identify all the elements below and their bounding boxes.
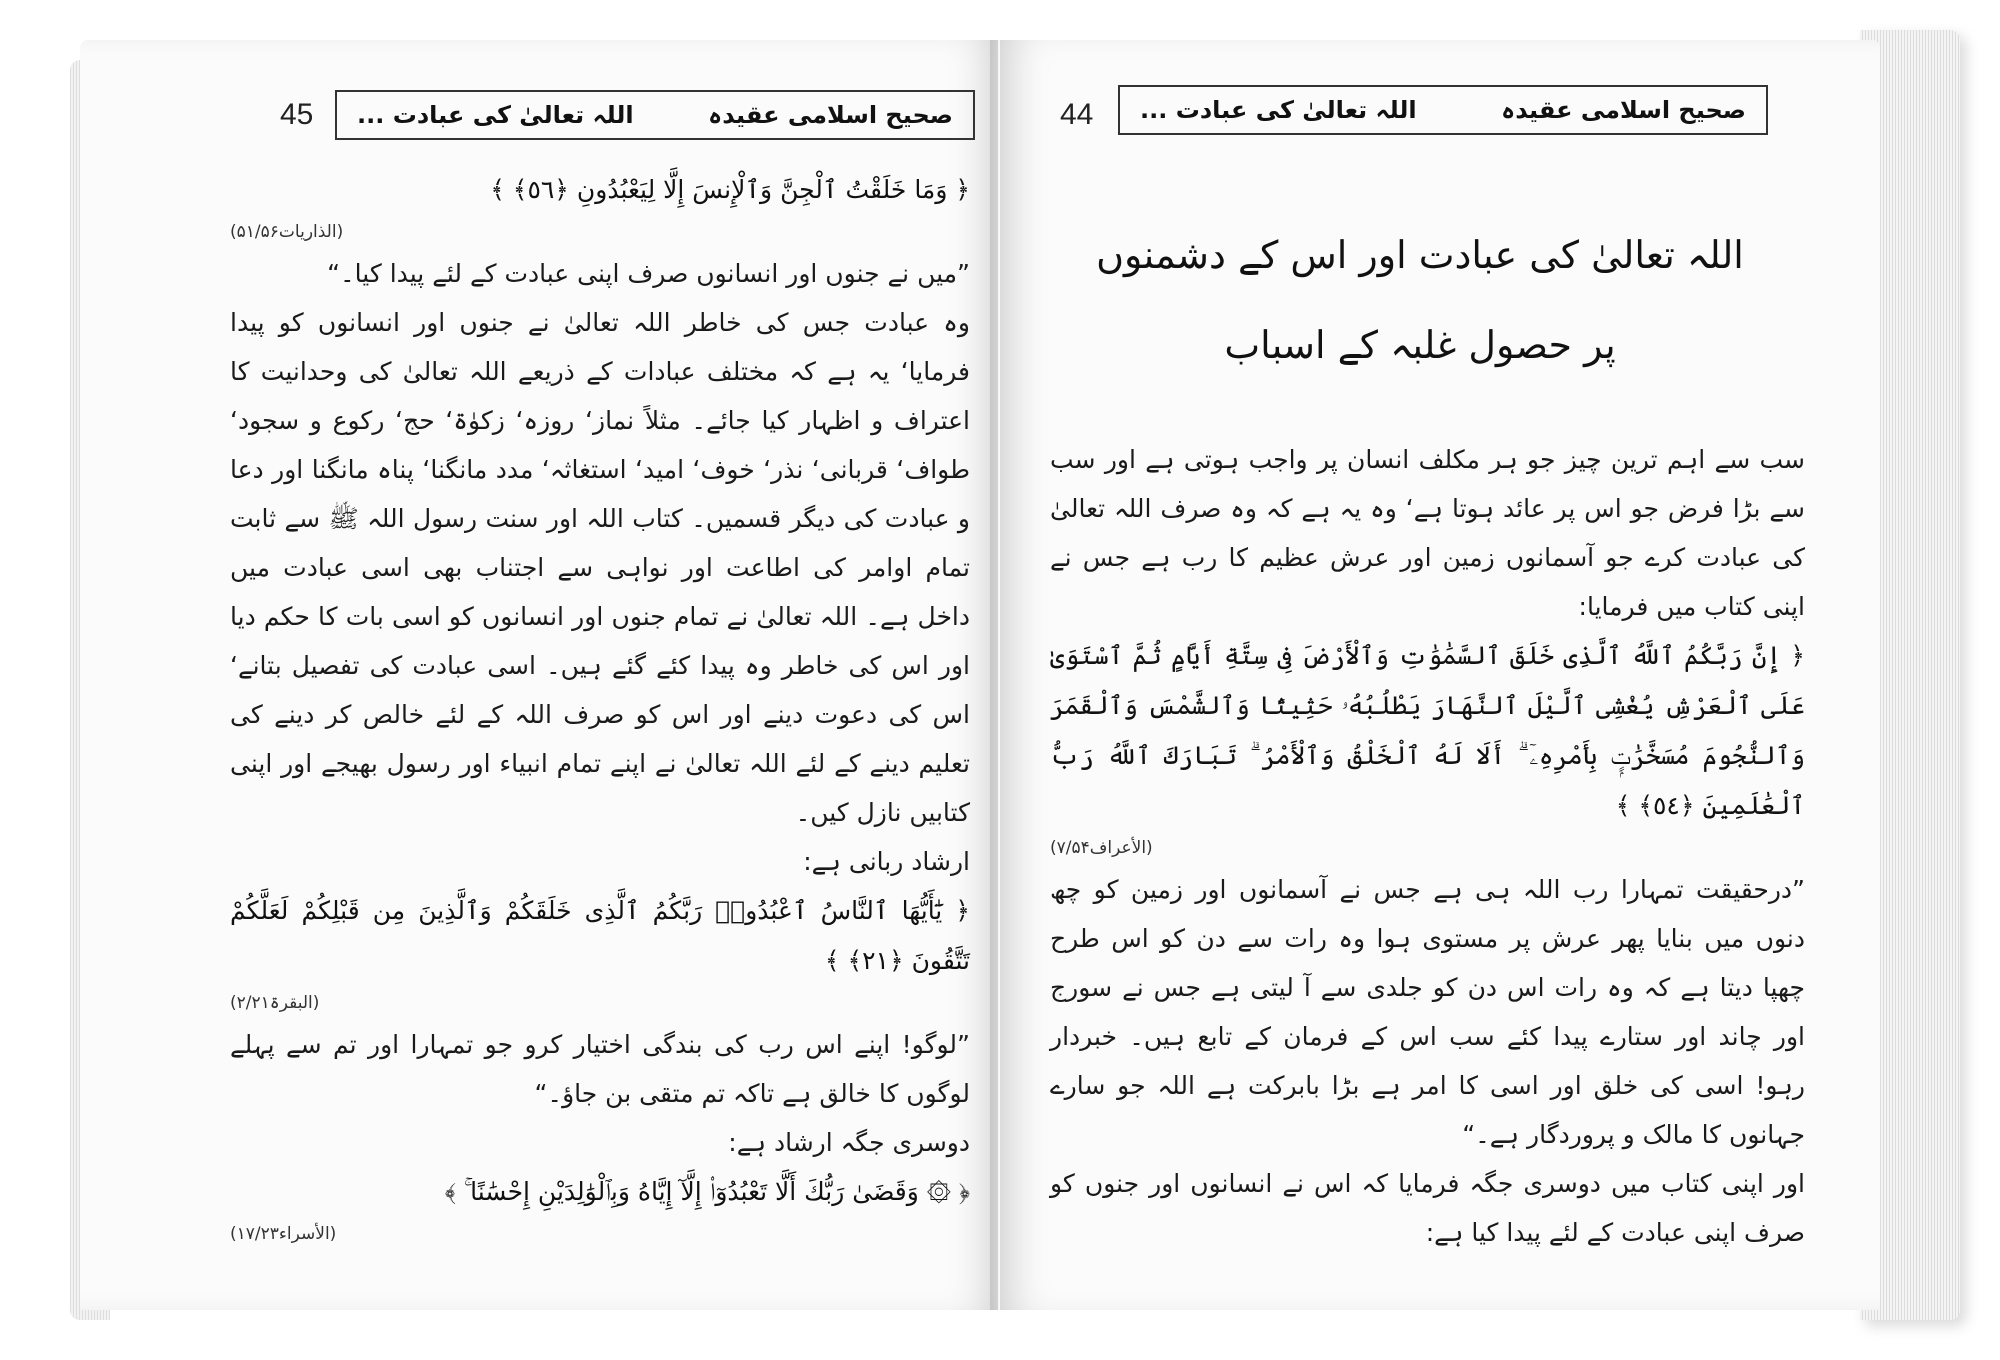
chapter-title-line2: پر حصول غلبہ کے اسباب — [1224, 323, 1616, 367]
body-paragraph: دوسری جگہ ارشاد ہے: — [728, 1128, 970, 1157]
verse-reference: (الذاریات۵۱/۵۶) — [230, 222, 344, 242]
page-number: 44 — [1060, 98, 1094, 131]
verse-reference: (البقرۃ۲/۲۱) — [230, 993, 320, 1013]
translation-paragraph: ”درحقیقت تمہارا رب اللہ ہی ہے جس نے آسمانوں اور زمین کو چھ دنوں میں بنایا پھر عرش پر مستوی ہوا وہ رات سے دن کو اس طرح چھپا دیتا ہے کہ وہ رات اس دن کو جلدی سے آ لیتی ہے جس نے سورج اور چاند اور ستارے پیدا کئے سب اس کے فرمان کے تابع ہیں۔ خبردار رہو! اسی کی خلق اور اسی کا امر ہے بڑا بابرکت ہے اللہ جو سارے جہانوں کا مالک و پروردگار ہے۔“ — [1050, 875, 1805, 1149]
verse-reference: (الأسراء۱۷/۲۳) — [230, 1224, 337, 1244]
left-page-body — [230, 165, 970, 1251]
translation-paragraph: ”میں نے جنوں اور انسانوں صرف اپنی عبادت کے لئے پیدا کیا۔“ — [327, 259, 970, 288]
quran-verse: ﴿ يَٰٓأَيُّهَا ٱلنَّاسُ ٱعْبُدُوا۟ رَبَّكُمُ ٱلَّذِى خَلَقَكُمْ وَٱلَّذِينَ مِن قَبْلِكُمْ لَعَلَّكُمْ تَتَّقُونَ ﴿٢١﴾ ﴾ — [230, 896, 970, 975]
quran-verse: ﴿ وَمَا خَلَقْتُ ٱلْجِنَّ وَٱلْإِنسَ إِلَّا لِيَعْبُدُونِ ﴿٥٦﴾ ﴾ — [490, 175, 970, 204]
right-page-body — [1050, 435, 1805, 1257]
running-header — [1118, 85, 1768, 135]
body-paragraph: اور اپنی کتاب میں دوسری جگہ فرمایا کہ اس نے انسانوں اور جنوں کو صرف اپنی عبادت کے لئے پیدا کیا ہے: — [1050, 1169, 1805, 1247]
verse-reference: (الأعراف۷/۵۴) — [1050, 838, 1153, 858]
chapter-title-line1: اللہ تعالیٰ کی عبادت اور اس کے دشمنوں — [1096, 233, 1744, 277]
quran-verse: ﴿ إِنَّ رَبَّكُمُ ٱللَّهُ ٱلَّذِى خَلَقَ ٱلسَّمَٰوَٰتِ وَٱلْأَرْضَ فِى سِتَّةِ أَيَّامٍ ثُمَّ ٱسْتَوَىٰ عَلَى ٱلْعَرْشِ يُغْشِى ٱلَّيْلَ ٱلنَّهَارَ يَطْلُبُهُۥ حَثِيثًا وَٱلشَّمْسَ وَٱلْقَمَرَ وَٱلنُّجُومَ مُسَخَّرَٰتٍۭ بِأَمْرِهِۦٓ ۗ أَلَا لَهُ ٱلْخَلْقُ وَٱلْأَمْرُ ۗ تَبَارَكَ ٱللَّهُ رَبُّ ٱلْعَٰلَمِينَ ﴿٥٤﴾ ﴾ — [1050, 641, 1805, 820]
body-paragraph: ارشاد ربانی ہے: — [803, 847, 970, 876]
page-number: 45 — [280, 98, 314, 131]
left-page — [80, 40, 998, 1310]
quran-verse: ﴿ ۞ وَقَضَىٰ رَبُّكَ أَلَّا تَعْبُدُوٓا۟ إِلَّآ إِيَّاهُ وَبِٱلْوَٰلِدَيْنِ إِحْسَٰنًا ۚ ﴾ — [444, 1177, 970, 1206]
header-title: صحیح اسلامی عقیدہ — [708, 101, 953, 129]
header-subtitle: اللہ تعالیٰ کی عبادت ... — [357, 101, 634, 129]
body-paragraph: سب سے اہم ترین چیز جو ہر مکلف انسان پر واجب ہوتی ہے اور سب سے بڑا فرض جو اس پر عائد ہوتا ہے‘ وہ یہ ہے کہ وہ صرف اللہ تعالیٰ کی عبادت کرے جو آسمانوں زمین اور عرش عظیم کا رب ہے جس نے اپنی کتاب میں فرمایا: — [1050, 445, 1805, 621]
chapter-title — [1060, 210, 1780, 390]
body-paragraph: وہ عبادت جس کی خاطر اللہ تعالیٰ نے جنوں اور انسانوں کو پیدا فرمایا‘ یہ ہے کہ مختلف عبادات کے ذریعے اللہ تعالیٰ کی وحدانیت کا اعتراف و اظہار کیا جائے۔ مثلاً نماز‘ روزہ‘ زکوٰۃ‘ حج‘ رکوع و سجود‘ طواف‘ قربانی‘ نذر‘ خوف‘ امید‘ استغاثہ‘ مدد مانگنا‘ پناہ مانگنا اور دعا و عبادت کی دیگر قسمیں۔ کتاب اللہ اور سنت رسول اللہ ﷺ سے ثابت تمام اوامر کی اطاعت اور نواہی سے اجتناب بھی اسی عبادت میں داخل ہے۔ اللہ تعالیٰ نے تمام جنوں اور انسانوں کو اسی بات کا حکم دیا اور اس کی خاطر وہ پیدا کئے گئے ہیں۔ اسی عبادت کی تفصیل بتانے‘ اس کی دعوت دینے اور اس کو صرف اللہ کے لئے خالص کر دینے کی تعلیم دینے کے لئے اللہ تعالیٰ نے اپنے تمام انبیاء اور رسول بھیجے اور اپنی کتابیں نازل کیں۔ — [230, 308, 970, 827]
header-subtitle: اللہ تعالیٰ کی عبادت ... — [1140, 96, 1417, 124]
right-page — [1000, 40, 1880, 1310]
translation-paragraph: ”لوگو! اپنے اس رب کی بندگی اختیار کرو جو تمہارا اور تم سے پہلے لوگوں کا خالق ہے تاکہ تم متقی بن جاؤ۔“ — [230, 1030, 970, 1108]
header-title: صحیح اسلامی عقیدہ — [1501, 96, 1746, 124]
running-header — [335, 90, 975, 140]
